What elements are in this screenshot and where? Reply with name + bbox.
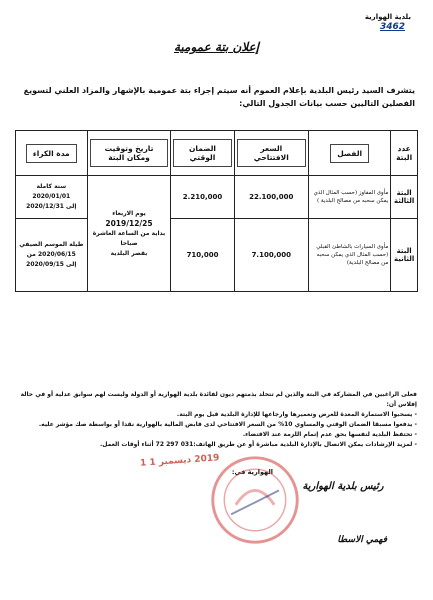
header-municipality xyxy=(365,12,411,32)
conditions-section xyxy=(13,390,417,450)
guarantee-cell: 710,000 xyxy=(171,219,234,292)
page-title: إعلان بتة عمومية xyxy=(174,40,259,54)
desc-cell: مأوى السيارات بالشاطئ القبلي (حسب المثال الذي يمكن سحبه من مصالح البلدية) xyxy=(308,219,390,292)
condition-item: - لمزيد الإرشادات يمكن الاتصال بالإدارة البلدية مباشرة أو عن طريق الهاتف:031 297 72 أثناء أوقات العمل. xyxy=(99,441,417,448)
signature-name: فهمي الاسطا xyxy=(337,535,387,545)
header-date: تاريخ وتوقيت ومكان البتة xyxy=(87,131,171,176)
table-row xyxy=(16,176,418,219)
place-date-label: الهوارية في: xyxy=(231,468,273,476)
date-stamp: 2019 دیسمبر 1 1 xyxy=(139,453,220,469)
header-duration: مدة الكراء xyxy=(16,131,88,176)
header-guarantee: الضمان الوقتي xyxy=(171,131,234,176)
condition-item: - يدفعوا مسبقا الضمان الوقتي والمساوي 10% من السعر الافتتاحي لدى قابض المالية بالهوارية نقدا أو بواسطة صك مؤشر عليه. xyxy=(38,421,417,428)
signature-title: رئيس بلدية الهوارية xyxy=(302,481,384,492)
reference-number: 3462 xyxy=(379,22,405,32)
conditions-intro: فعلى الراغبين في المشاركة في البتة والذين لم تتخلد بذمتهم ديون لفائدة بلدية الهوارية أو الدولة وليست لهم سوابق عدلية أو في حالة إفلاس أن: xyxy=(20,391,417,408)
auction-table xyxy=(15,130,418,292)
price-cell: 7.100,000 xyxy=(234,219,308,292)
duration-cell: طيلة الموسم الصيفي 2020/06/15 من إلى 2020/09/15 xyxy=(16,219,88,292)
condition-item: - تحتفظ البلدية لنفسها بحق عدم إتمام اللزمة عند الاقتضاء. xyxy=(242,431,417,438)
official-seal-icon xyxy=(207,452,303,548)
table-header-row xyxy=(16,131,418,176)
municipality-name: بلدية الهوارية xyxy=(364,13,411,21)
header-desc: الفصل xyxy=(308,131,390,176)
table-row xyxy=(16,219,418,292)
desc-cell: مأوى المفاوز (حسب المثال الذي يمكن سحبه من مصالح البلدية ) xyxy=(308,176,390,219)
header-lot: عدد البتة xyxy=(391,131,418,176)
intro-paragraph: يتشرف السيد رئيس البلدية بإعلام العموم أنه سيتم إجراء بتة عمومية بالإشهار والمزاد العلني لتسويغ الفصلين التاليين حسب بيانات الجدول التالي: xyxy=(23,86,415,108)
duration-cell: سنة كاملة 2020/01/01 إلى 2020/12/31 xyxy=(16,176,88,219)
date-cell: يوم الاربعاء 2019/12/25 بداية من الساعة العاشرة صباحا بقصر البلدية xyxy=(87,176,171,292)
price-cell: 22.100,000 xyxy=(234,176,308,219)
guarantee-cell: 2.210,000 xyxy=(171,176,234,219)
header-price: السعر الافتتاحي xyxy=(234,131,308,176)
lot-cell: البتة الثالثة xyxy=(391,176,418,219)
lot-cell: البتة الثانية xyxy=(391,219,418,292)
condition-item: - يسحبوا الاستمارة المعدة للغرض وتعميرها وارجاعها للإدارة البلدية قبل يوم البتة. xyxy=(176,411,417,418)
